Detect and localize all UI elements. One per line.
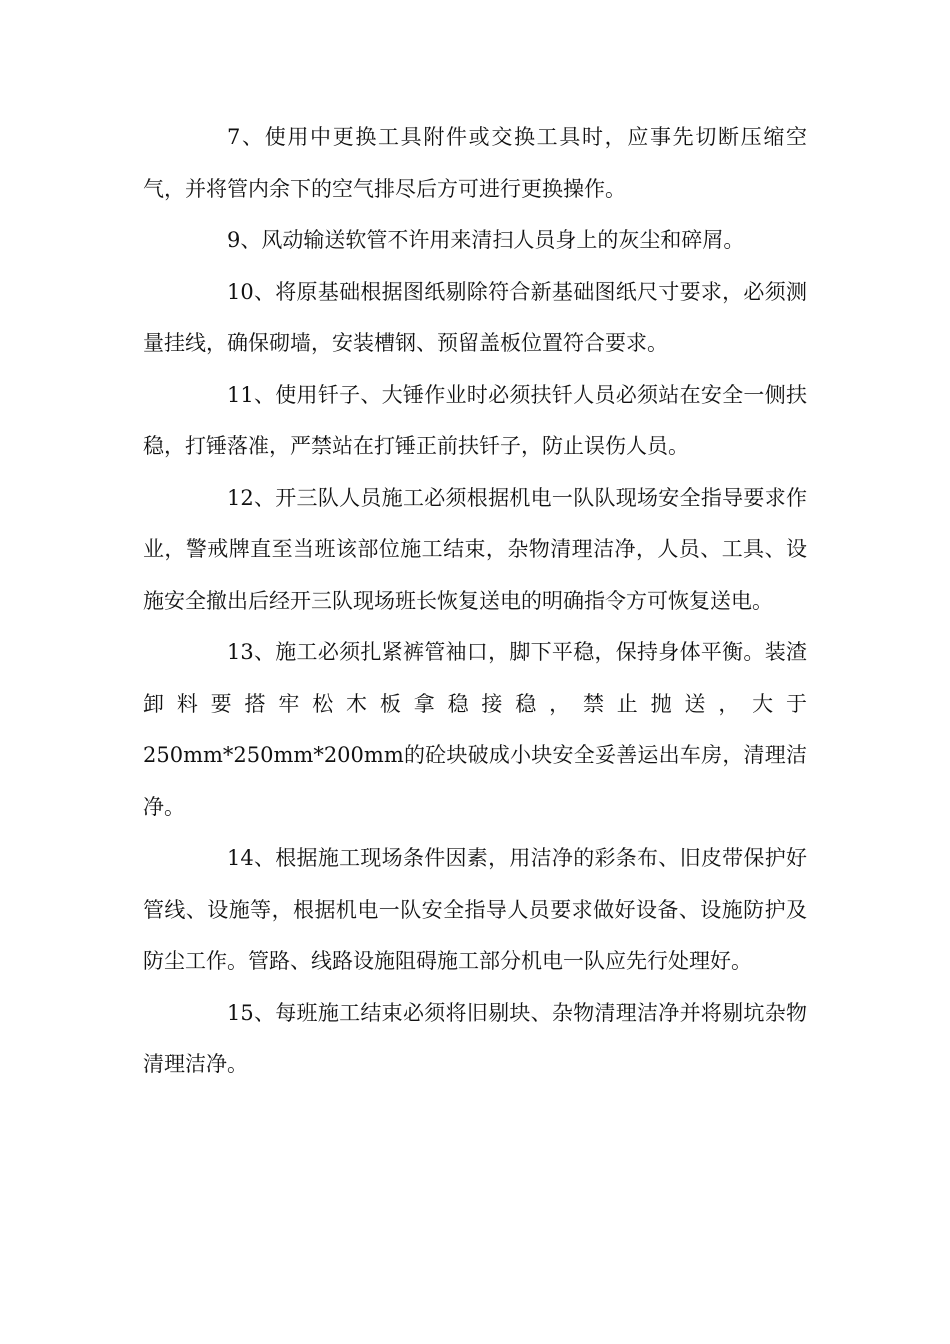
paragraph-item-15: 15、每班施工结束必须将旧剔块、杂物清理洁净并将剔坑杂物清理洁净。 bbox=[143, 1000, 807, 1076]
paragraph-item-11: 11、使用钎子、大锤作业时必须扶钎人员必须站在安全一侧扶稳，打锤落准，严禁站在打锤正前扶钎子，防止误伤人员。 bbox=[143, 382, 807, 458]
paragraph-item-14: 14、根据施工现场条件因素，用洁净的彩条布、旧皮带保护好管线、设施等，根据机电一队安全指导人员要求做好设备、设施防护及防尘工作。管路、线路设施阻碍施工部分机电一队应先行处理好。 bbox=[143, 846, 807, 973]
paragraph-item-7: 7、使用中更换工具附件或交换工具时，应事先切断压缩空气，并将管内余下的空气排尽后方可进行更换操作。 bbox=[143, 125, 807, 201]
paragraph-item-13: 13、施工必须扎紧裤管袖口，脚下平稳，保持身体平衡。装渣卸料要搭牢松木板拿稳接稳，禁止抛送，大于250mm*250mm*200mm的砼块破成小块安全妥善运出车房，清理洁净。 bbox=[143, 640, 807, 819]
paragraph-item-12: 12、开三队人员施工必须根据机电一队队现场安全指导要求作业，警戒牌直至当班该部位施工结束，杂物清理洁净，人员、工具、设施安全撤出后经开三队现场班长恢复送电的明确指令方可恢复送电。 bbox=[143, 485, 807, 613]
paragraph-item-9: 9、风动输送软管不许用来清扫人员身上的灰尘和碎屑。 bbox=[227, 228, 745, 252]
document-body bbox=[143, 112, 807, 1091]
paragraph-item-10: 10、将原基础根据图纸剔除符合新基础图纸尺寸要求，必须测量挂线，确保砌墙，安装槽钢、预留盖板位置符合要求。 bbox=[143, 279, 807, 355]
